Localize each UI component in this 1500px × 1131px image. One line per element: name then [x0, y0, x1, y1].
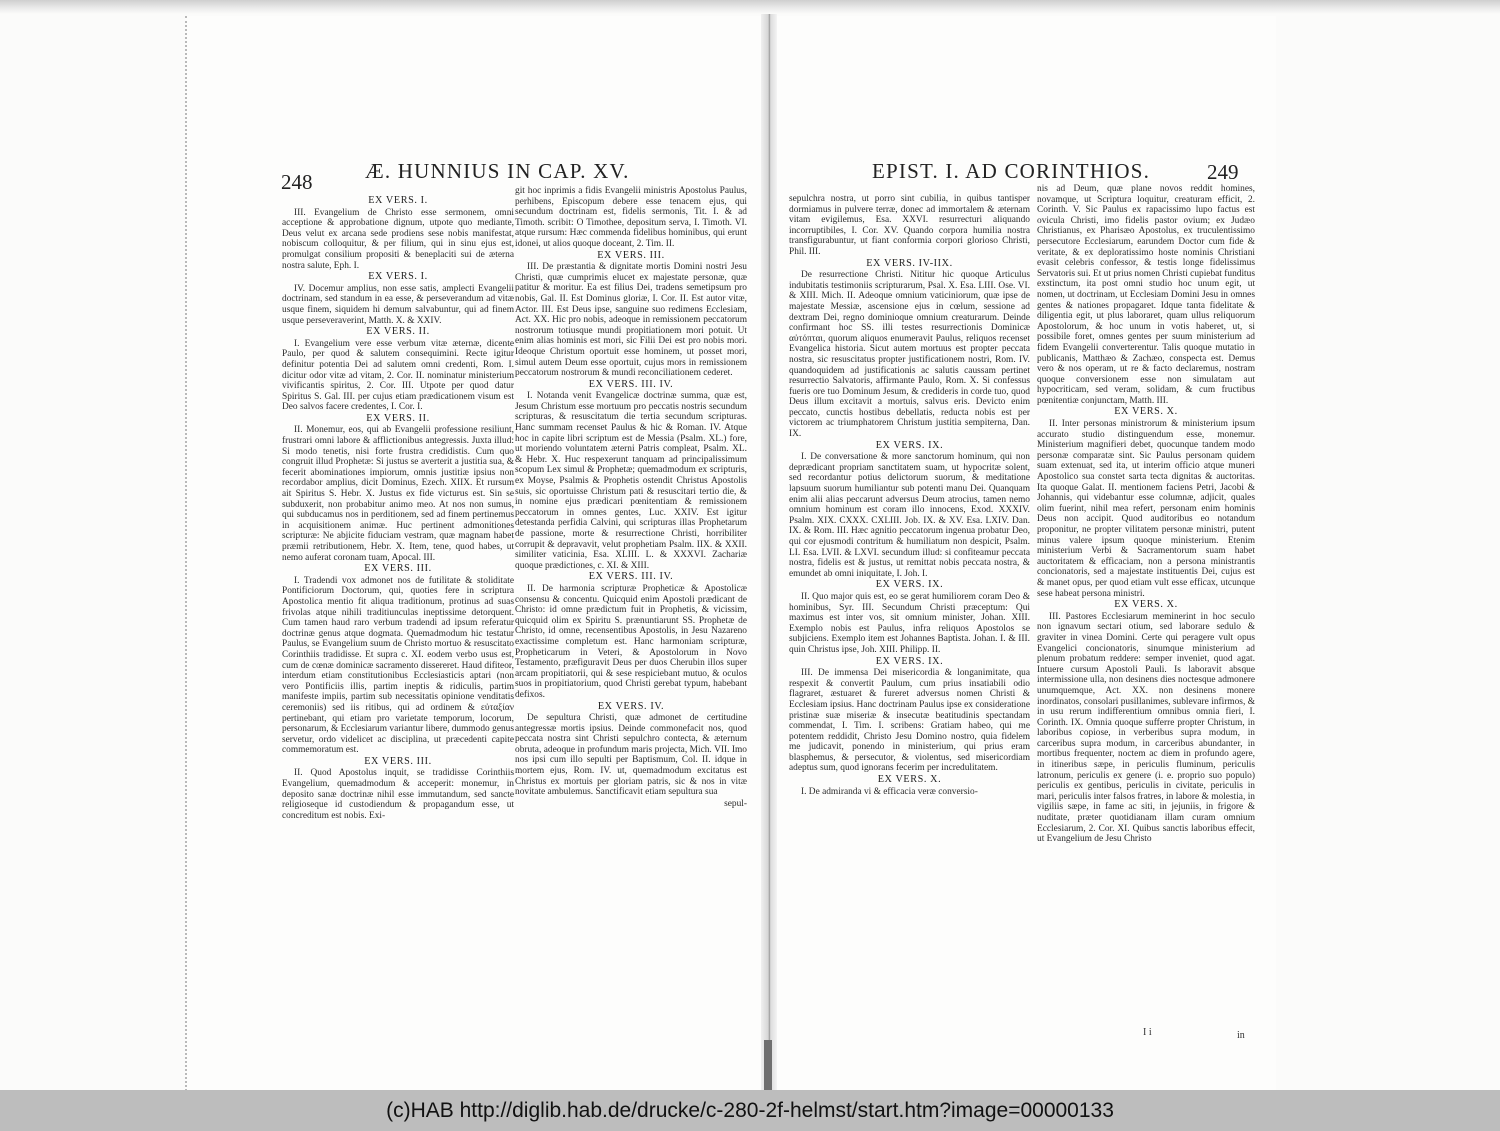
paragraph: De resurrectione Christi. Nititur hic quoque Articulus indubitatis testimoniis scripturarum, Psal. X. Esa. LIII. Ose. VI. & XIII. Mich. II. Adeoque omnium vaticiniorum, quæ ipse de majestate Messiæ, ascensione ejus in cœlum, sessione ad dextram Dei, regno dominioque omnium creaturarum. Deinde confirmant hoc SS. illi testes resurrectionis Dominicæ αὐτόπται, quorum aliquos enumeravit Paulus, reliquos recenset Evangelica historia. Sicut autem mortuus est propter peccata nostra, sic resuscitatus propter justificationem nostri, Rom. IV. quandoquidem ad justificationis ac salutis caussam pertinet resurrectio Salvatoris, affirmante Paulo, Rom. X. Si confessus fueris ore tuo Dominum Jesum, & credideris in corde tuo, quod Deus illum excitavit a mortuis, salvus eris. Devicto enim peccato, cunctis hostibus debellatis, reducta nobis est per victorem ac triumphatorem Christum justitia sempiterna, Dan. IX.: [789, 270, 1030, 440]
verse-heading: EX VERS. I.: [368, 271, 428, 283]
paragraph: I. Notanda venit Evangelicæ doctrinæ summa, quæ est, Jesum Christum esse mortuum pro peccatis nostris secundum scripturas, & resuscitatum die tertia secundum scripturas. Hanc summam recenset Paulus & hic & Roman. IV. Atque hoc in capite libri scriptum est de Messia (Psalm. XL.) fore, ut moriendo voluntatem æterni Patris compleat, Psalm. XL. & Hebr. X. Huc respexerunt tanquam ad principalissimum scopum Lex simul & Prophetæ; quemadmodum ex scripturis, ex Moyse, Psalmis & Prophetis ostendit Christus Apostolis suis, sic oportuisse Christum pati & resuscitari tertio die, & in nomine ejus prædicari pœnitentiam & remissionem peccatorum in omnes gentes, Luc. XXIV. Est igitur detestanda perfidia Calvini, qui scripturas illas Prophetarum de passione, morte & resurrectione Christi, horribiliter corrupit & depravavit, velut prophetiam Psalm. IIX. & XXII. similiter vaticinia, Esa. XLIII. L. & XXXVI. Zachariæ quoque prædictiones, c. XI. & XIII.: [515, 391, 747, 571]
gutter-clip: [764, 1040, 772, 1090]
verse-heading: EX VERS. IX.: [875, 655, 944, 667]
copyright-link-text[interactable]: (c)HAB http://diglib.hab.de/drucke/c-280-2f-helmst/start.htm?image=00000133: [386, 1098, 1114, 1122]
verse-heading: EX VERS. II.: [366, 326, 430, 338]
verse-heading: EX VERS. III. IV.: [588, 378, 674, 390]
paragraph: I. Evangelium vere esse verbum vitæ æternæ, dicente Paulo, per quod & salutem consequimini. Recte igitur definitur potentia Dei ad salutem omni credenti, Rom. I. dicitur odor vitæ ad vitam, 2. Cor. II. nominatur ministerium vivificantis spiritus, 2. Cor. III. Utpote per quod datur Spiritus S. Gal. III. per cujus etiam prædicationem visum est Deo salvos facere credentes, I. Cor. I.: [282, 338, 514, 413]
verse-heading: EX VERS. IX.: [875, 579, 944, 591]
paragraph: I. De conversatione & more sanctorum hominum, qui non deprædicant propriam sanctitatem suam, ut hypocritæ solent, sed recordantur potius delictorum suorum, & meditatione lapsuum suorum humiliantur sub potenti manu Dei. Quanquam enim alii alias peccarunt adversus Deum atrocius, tamen nemo omnium hominum est coram illo innocens, Exod. XXXIV. Psalm. XIX. CXXX. CXLIII. Job. IX. & XV. Esa. LXIV. Dan. IX. & Rom. III. Hæc agnitio peccatorum ingenua probatur Deo, qui cor ejusmodi contritum & humiliatum non despicit, Psalm. LI. Esa. LVII. & LXVI. secundum illud: si confiteamur peccata nostra, fidelis est & justus, ut remittat nobis peccata nostra, & emundet ab omni iniquitate, I. Joh. I.: [789, 452, 1030, 579]
scan-top-edge: [0, 0, 1500, 14]
catchword: sepul-: [724, 798, 747, 809]
right-running-head: EPIST. I. AD CORINTHIOS.: [872, 159, 1151, 183]
verse-heading: EX VERS. X.: [1114, 599, 1178, 611]
verse-heading: EX VERS. IV.: [597, 700, 665, 712]
verse-heading: EX VERS. IV-IIX.: [866, 257, 953, 269]
left-running-head: Æ. HUNNIUS IN CAP. XV.: [365, 159, 630, 183]
paragraph: II. Quo major quis est, eo se gerat humiliorem coram Deo & hominibus, Syr. III. Secundum Christi præceptum: Qui maximus est inter vos, sit omnium minister, Johan. XIII. Exemplo nobis est Paulus, infra reliquos Apostolos se subjiciens. Exemplo item est Johannes Baptista. Johan. I. & III. quin Christus ipse, Joh. XIII. Philipp. II.: [789, 591, 1030, 655]
right-column-2: [1037, 184, 1255, 1026]
paragraph: I. De admiranda vi & efficacia veræ conversio-: [801, 786, 978, 797]
left-column-1: [282, 195, 514, 1003]
paragraph: git hoc inprimis a fidis Evangelii ministris Apostolus Paulus, perhibens, Episcopum debere esse tenacem ejus, qui secundum doctrinam est, fidelis sermonis, Tit. I. & ad Timoth. scribit: O Timothee, depositum serva, I. Timoth. VI. atque rursum: Hæc commenda fidelibus hominibus, qui erunt idonei, ut alios quoque doceant, 2. Tim. II.: [515, 186, 747, 249]
paragraph: II. Quod Apostolus inquit, se tradidisse Corinthiis Evangelium, quemadmodum & acceperit: monemur, in deposito sanæ doctrinæ nihil esse immutandum, sed sancte religioseque id custodiendum & propagandum esse, ut concreditum est nobis. Exi-: [282, 768, 514, 821]
paragraph: III. De præstantia & dignitate mortis Domini nostri Jesu Christi, quæ cumprimis elucet ex majestate personæ, quæ patitur & moritur. Ea est filius Dei, tradens semetipsum pro nobis, Gal. II. Est Dominus gloriæ, I. Cor. II. Est autor vitæ, Actor. III. Est Deus ipse, sanguine suo redimens Ecclesiam, Act. XX. Hic pro nobis, adeoque in remissionem peccatorum nostrorum totiusque mundi propitiationem mori potuit. Ut enim alias hominis est mori, sic Filii Dei est pro nobis mori. Ideoque Christum oportuit esse hominem, ut posset mori, simul autem Deum esse oportuit, cujus mors in remissionem peccatorum nostrorum & mundi reconciliationem cederet.: [515, 262, 747, 379]
right-page-number: 249: [1207, 160, 1239, 184]
right-column-1: [789, 194, 1030, 1037]
paragraph: sepulchra nostra, ut porro sint cubilia, in quibus tantisper dormiamus in pulvere terræ, donec ad immortalem & æternam vitam evigilemus, Esa. XXVI. resurrecturi aliquando incorruptibiles, I. Cor. XV. Quando corpora humilia nostra transfigurabuntur, ut fiant conformia corpori glorioso Christi, Phil. III.: [789, 194, 1030, 257]
verse-heading: EX VERS. X.: [877, 774, 942, 786]
paragraph: I. Tradendi vox admonet nos de futilitate & stoliditate Pontificiorum Doctorum, qui, quoties fere in scriptura Apostolica mentio fit aliqua traditionum, protinus ad suas frivolas atque nihili traditiunculas ineptissime detorquent. Cum tamen haud raro verbum tradendi ad ipsum referatur doctrinæ genus atque dogmata. Quemadmodum hic testatur Paulus, se Evangelium suum de Christo mortuo & resuscitato Corinthiis tradidisse. Et supra c. XI. eodem verbo usus est, cum de cœnæ dominicæ sacramento dissereret. Haud difiteor, interdum etiam constitutionibus Ecclesiasticis aptari (non vero Pontificiis illis, partim ineptis & ridiculis, partim manifeste impiis, partim sub necessitatis opinione venditatis ceremoniis) sed iis ritibus, qui ad ordinem & εὐταξίαν pertinebant, qui etiam pro varietate temporum, locorum, personarum, & Ecclesiarum variantur libere, dummodo genus servetur, ordo videlicet ac disciplina, ut præcedenti capite commemoratum est.: [282, 575, 514, 756]
verse-heading: EX VERS. III. IV.: [588, 571, 674, 583]
verse-heading: EX VERS. II.: [366, 412, 430, 424]
paragraph: II. Inter personas ministrorum & ministerium ipsum accurato studio distinguendum esse, monemur. Ministerium magnifieri debet, quocunque tandem modo personæ comparatæ sint. Sic Paulus personam quidem suam extenuat, sed ita, ut interim officio atque muneri Apostolico sua constet sarta tecta dignitas & auctoritas. Ita quoque Galat. II. mentionem faciens Petri, Jacobi & Johannis, qui videbantur esse columnæ, adjicit, quales olim fuerint, nihil mea refert, personam enim hominis Deus non accipit. Quod auditoribus eo notandum proponitur, ne propter vilitatem personæ ministri, putent minus valere ipsum quoque ministerium. Etenim ministerium Verbi & Sacramentorum suam habet auctoritatem & efficaciam, non a persona ministrantis concionatoris, sed a majestate instituentis Dei, cujus est & manet opus, per quod etiam vult esse efficax, utcunque sese habeat persona ministri.: [1037, 419, 1255, 599]
copyright-bar: [0, 1090, 1500, 1131]
verse-heading: EX VERS. III.: [364, 563, 432, 575]
paragraph: II. Monemur, eos, qui ab Evangelii professione resiliunt, frustrari omni labore & afflictionibus antegressis. Juxta illud: Si modo tenetis, nisi forte frustra credidistis. Cum quo congruit illud Prophetæ: Si justus se averterit a justitia sua, & fecerit abominationes impiorum, omnis justitiæ ipsius non recordabor amplius, dicit Dominus, Ezech. XIIX. Et rursum ait Spiritus S. Hebr. X. Justus ex fide victurus est. Sin se subduxerit, non probabitur animo meo. At nos non sumus, qui subducamus nos in perditionem, sed ad finem pertinemus in acquisitionem animæ. Huc pertinent admonitiones scripturæ: Ne abjicite fiduciam vestram, quæ magnam habet præmii retributionem, Hebr. X. Item, tene, quod habes, ut nemo auferat coronam tuam, Apocal. III.: [282, 425, 514, 563]
paragraph: III. De immensa Dei misericordia & longanimitate, qua respexit & convertit Paulum, cum prius insatiabili odio flagraret, æstuaret & fureret adversus nomen Christi & Ecclesiam ipsius. Hanc doctrinam Paulus ipse ex consideratione pristinæ suæ miseriæ & insecutæ beatitudinis spectandam commendat, I. Tim. I. scribens: Gratiam habeo, qui me potentem reddidit, Christo Jesu Domino nostro, quia fidelem me judicavit, ponendo in ministerium, qui prius eram blasphemus, & persecutor, & violentus, sed misericordiam adeptus sum, quod ignorans fecerim per incredulitatem.: [789, 668, 1030, 774]
verse-heading: EX VERS. III.: [597, 249, 665, 261]
catchword: in: [1237, 1030, 1245, 1041]
paragraph: II. De harmonia scripturæ Propheticæ & Apostolicæ consensu & concentu. Quicquid enim Apostoli prædicant de Christo: id omne prædictum fuit in Prophetis, & vicissim, quicquid olim ex Spiritu S. prænuntiarunt SS. Prophetæ de Christo, id omne, recensentibus Apostolis, in Jesu Nazareno exactissime completum est. Hanc harmoniam scripturæ, Propheticarum in Veteri, & Apostolorum in Novo Testamento, præfiguravit Deus per duos Cherubin illos super arcam propitiatorii, qui & sese respiciebant mutuo, & oculos suos in propitiatorium, quod Christi gerebat typum, habebant defixos.: [515, 583, 747, 700]
book-gutter: [761, 14, 777, 1090]
signature-mark: I i: [1143, 1027, 1152, 1038]
paragraph: IV. Docemur amplius, non esse satis, amplecti Evangelii doctrinam, sed standum in ea esse, & perseverandum ad vitæ usque finem, siquidem hi demum salvabuntur, qui ad finem usque perseveraverint, Matth. X. & XXIV.: [282, 283, 514, 326]
paragraph: III. Pastores Ecclesiarum meminerint in hoc seculo non ignavum sectari otium, sed laborare sedulo & graviter in vinea Domini. Certe qui peragere vult opus Evangelici concionatoris, sinumque ministerium ad plenum probatum reddere: semper inveniet, quod agat. Intuere cursum Apostoli Pauli. Is laboravit absque intermissione ulla, non desinens dies noctesque admonere unumquemque, Act. XX. non desinens monere inordinatos, consolari pusillanimes, sublevare infirmos, & in usu rerum indifferentium omnibus omnia fieri, I. Corinth. IX. Omnia quoque sufferre propter Christum, in laboribus copiose, in verberibus supra modum, in carceribus supra modum, in carceribus abundanter, in mortibus frequenter, noctem ac diem in profundo agere, in itineribus sæpe, in periculis fluminum, periculis latronum, periculis ex genere (i. e. proprio suo populo) periculis ex gentibus, periculis in civitate, periculis in mari, periculis inter falsos fratres, in labore & molestia, in vigiliis sæpe, in fame ac siti, in jejuniis, in frigore & nuditate, præter quotidianam illam curam omnium Ecclesiarum, 2. Cor. XI. Quibus sanctis laboribus effecit, ut Evangelium de Jesu Christo: [1037, 611, 1255, 845]
left-column-2: [515, 186, 747, 1003]
verse-heading: EX VERS. X.: [1114, 406, 1178, 418]
left-page-number: 248: [281, 170, 313, 194]
paragraph: III. Evangelium de Christo esse sermonem, omni acceptione & approbatione dignum, utpote quo mediante, Deus velut ex arcana sede prodiens sese nobis manifestat, nobiscum colloquitur, & per filium, qui in sinu ejus est, promulgat consilium propositi & beneplaciti sui de æterna nostra salute, Eph. I.: [282, 207, 514, 271]
verse-heading: EX VERS. IX.: [875, 439, 944, 451]
verse-heading: EX VERS. III.: [364, 755, 432, 767]
paragraph: nis ad Deum, quæ plane novos reddit homines, novamque, ut Scriptura loquitur, creaturam efficit, 2. Corinth. V. Sic Paulus ex rapacissimo lupo factus est ovicula Christi, imo fidelis pastor ovium; ex Judæo Christianus, ex Pharisæo Apostolus, ex truculentissimo persecutore Ecclesiarum, earundem Doctor cum fide & veritate, & ex deploratissimo hoste nominis Christiani evasit celebris confessor, & testis longe fidelissimus Servatoris sui. Et ut prius nomen Christi cupiebat funditus exstinctum, ita post omni studio hoc unum egit, ut nomen, ut doctrinam, ut Ecclesiam Domini Jesu in omnes gentes & nationes propagaret. Idque tanta fidelitate & diligentia egit, ut plus laboraret, quam ullus reliquorum Apostolorum, & hoc unum in votis haberet, ut, si possibile foret, omnes gentes per suum ministerium ad fidem Evangelii converterentur. Talis quoque mutatio in publicanis, Matthæo & Zachæo, conspecta est. Demus vero & nos operam, ut re & facto declaremus, nostram quoque conversionem esse non simulatam aut hypocriticam, sed veram, solidam, & cum fructibus pœnitentiæ conjunctam, Matth. III.: [1037, 184, 1255, 406]
verse-heading: EX VERS. I.: [368, 195, 428, 206]
paragraph: De sepultura Christi, quæ admonet de certitudine antegressæ mortis ipsius. Deinde commonefacit nos, quod peccata nostra sint Christi sepulchro contecta, & æternum obruta, adeoque in profundum maris projecta, Mich. VII. Imo nos ipsi cum illo sepulti per Baptismum, Col. II. idque in mortem ejus, Rom. IV. ut, quemadmodum excitatus est Christus ex mortuis per gloriam patris, sic & nos in vitæ novitate ambulemus. Sanctificavit etiam sepultura sua: [515, 713, 747, 798]
